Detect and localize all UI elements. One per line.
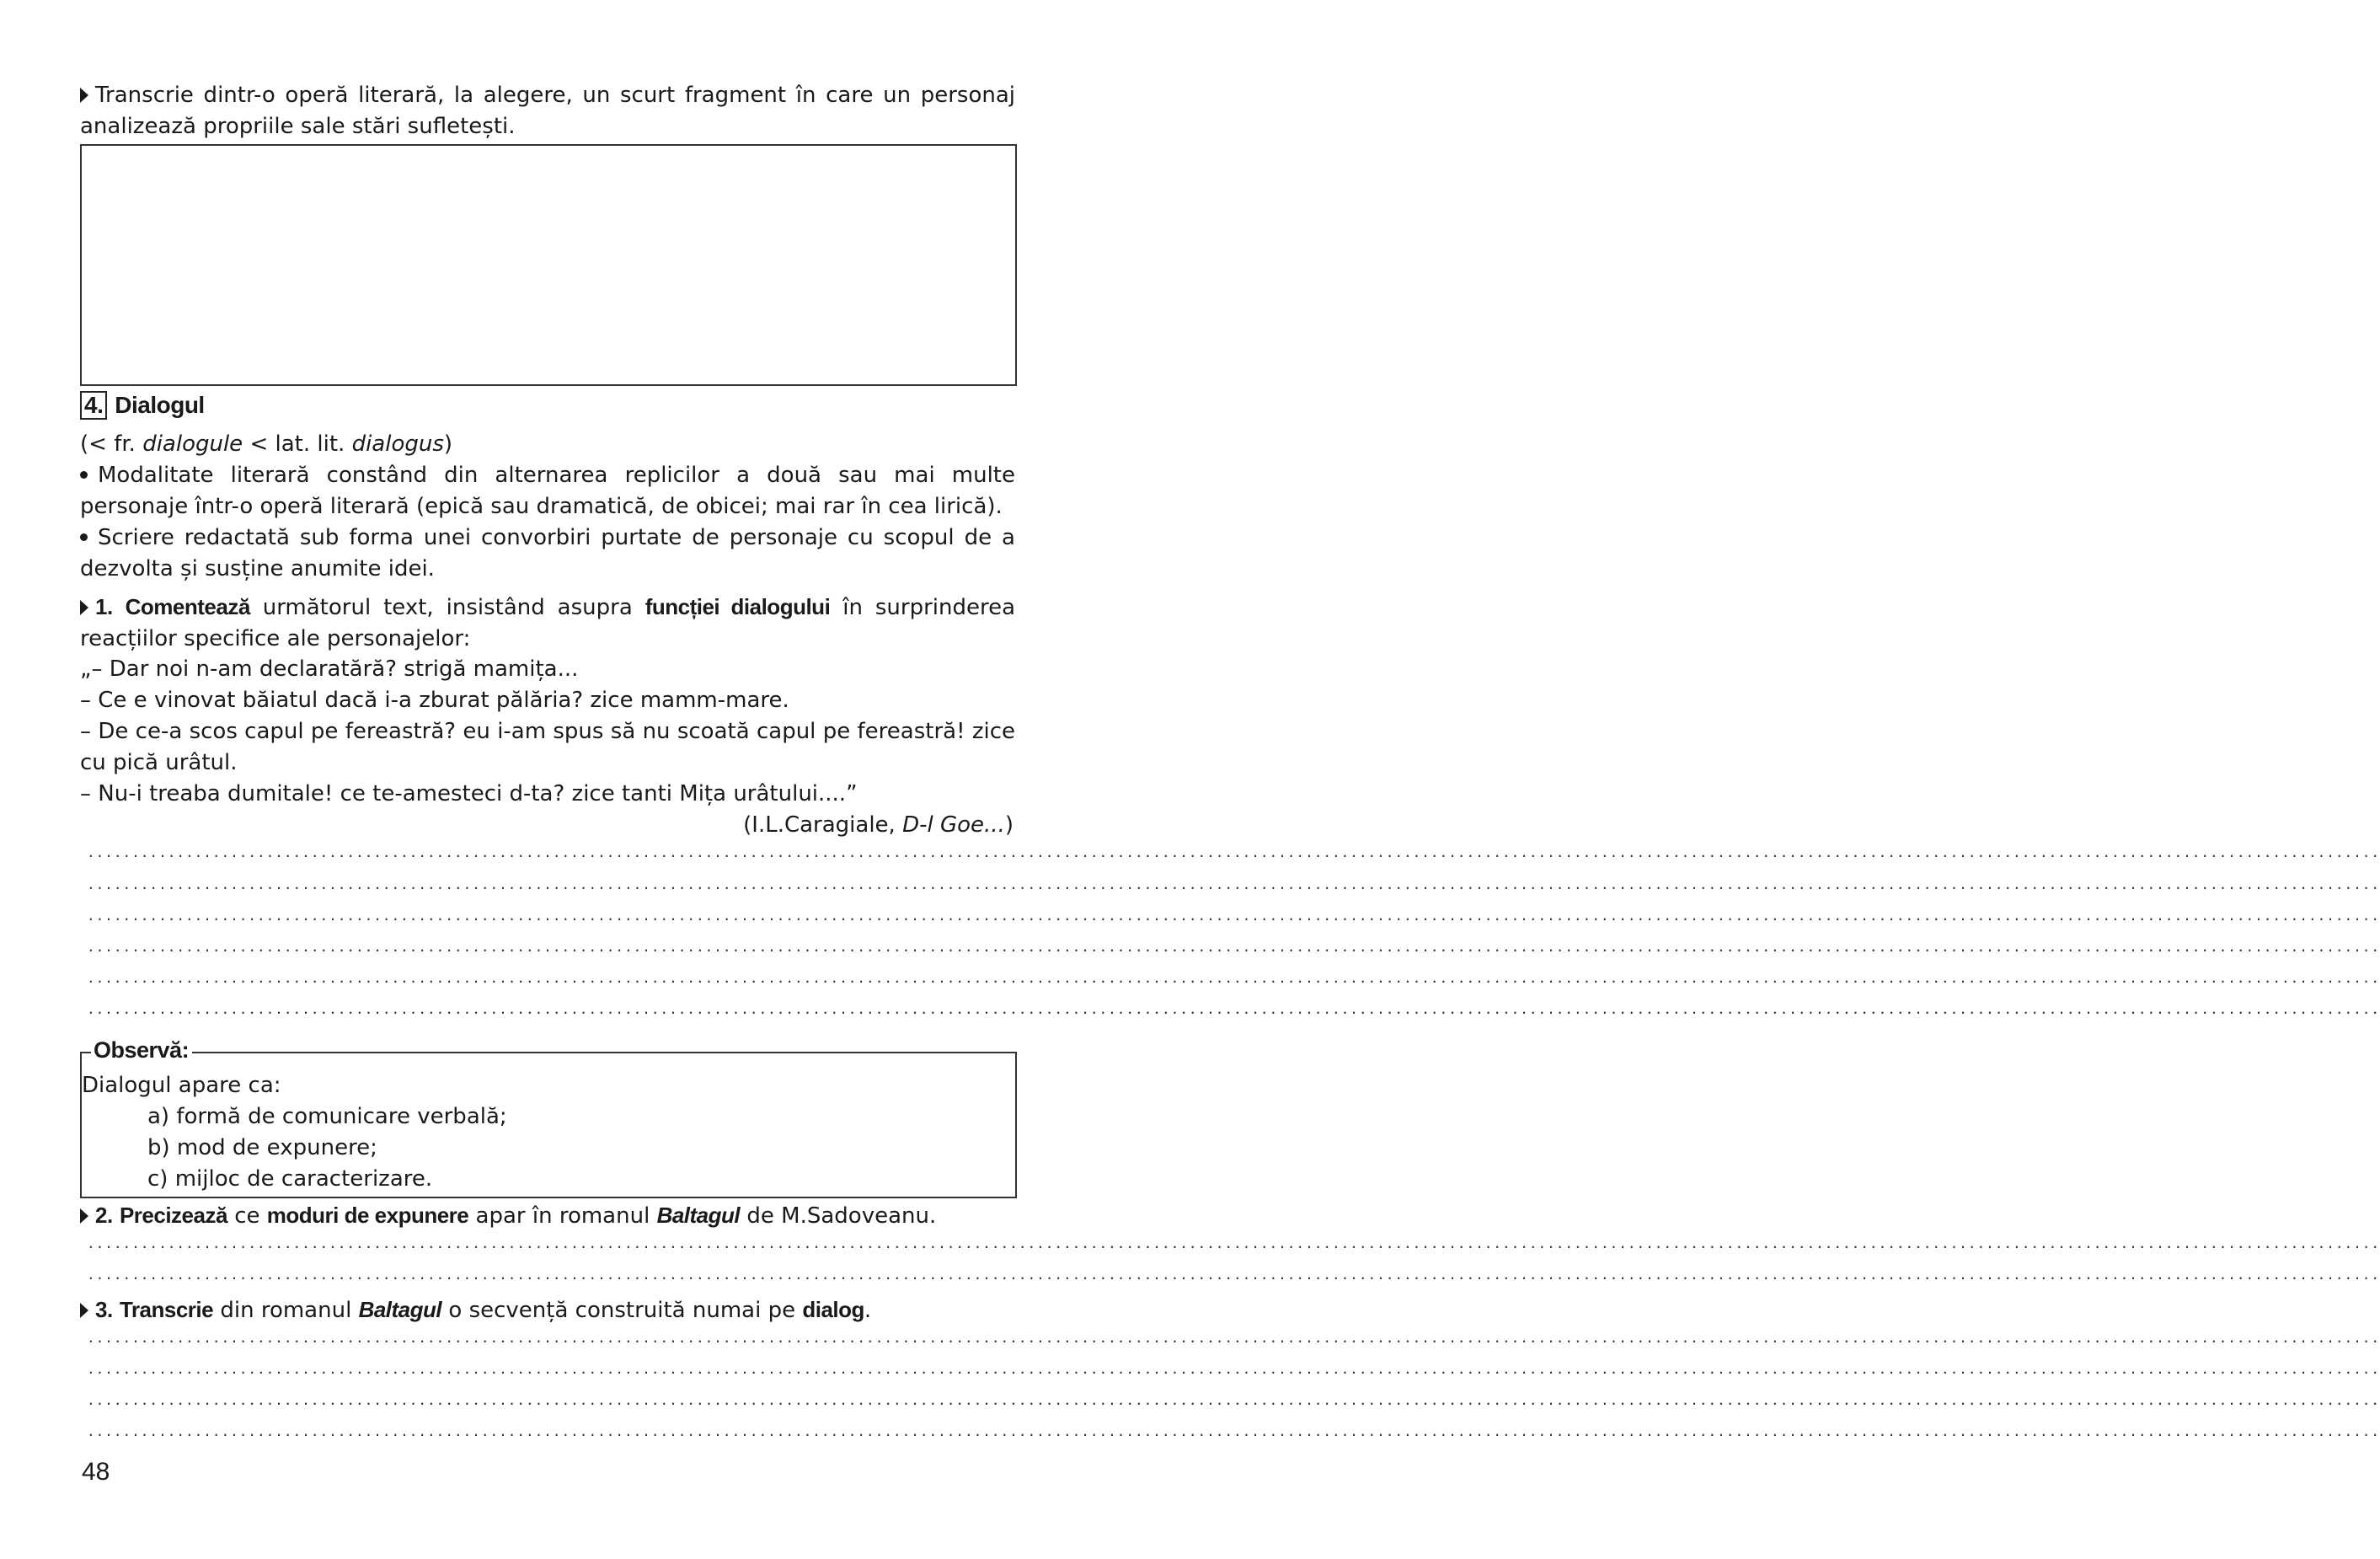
exercise-1-instruction: 1. Comentează următorul text, insistând asupra funcției dialogului în surprinderea reacțiilor specifice ale personajelor: [80,594,1016,651]
answer-box[interactable] [80,144,1017,386]
section-heading [80,390,205,421]
quote-line-4: – Nu-i treaba dumitale! ce te-amesteci d-ta? zice tanti Mița urâtului....” [80,781,858,806]
answer-line[interactable]: ................................................................................................................................................................................................................................................................ [87,844,2380,860]
quote-line-1: „– Dar noi n-am declaratără? strigă mamița... [80,656,579,682]
bullet-dot-icon [80,533,88,541]
answer-line[interactable]: ................................................................................................................................................................................................................................................................ [87,970,2380,986]
answer-line[interactable]: ................................................................................................................................................................................................................................................................ [87,939,2380,955]
section-title: Dialogul [115,392,205,418]
etymology: (< fr. dialogule < lat. lit. dialogus) [80,431,453,457]
answer-line[interactable]: ................................................................................................................................................................................................................................................................ [87,1361,2380,1377]
triangle-bullet-icon [80,88,88,103]
quote-source: (I.L.Caragiale, D-l Goe...) [743,812,1014,838]
answer-line[interactable]: ................................................................................................................................................................................................................................................................ [87,908,2380,924]
quote-line-2: – Ce e vinovat băiatul dacă i-a zburat pălăria? zice mamm-mare. [80,688,789,713]
definition-1: Modalitate literară constând din alternarea replicilor a două sau mai multe personaje într-o operă literară (epică sau dramatică, de obicei; mai rar în cea lirică). [80,463,1015,519]
bullet-dot-icon [80,471,88,479]
triangle-bullet-icon [80,1208,88,1224]
answer-line[interactable]: ................................................................................................................................................................................................................................................................ [87,1235,2380,1251]
triangle-bullet-icon [80,1303,88,1318]
answer-line[interactable]: ................................................................................................................................................................................................................................................................ [87,1423,2380,1439]
answer-line[interactable]: ................................................................................................................................................................................................................................................................ [87,1001,2380,1017]
page-number: 48 [82,1458,110,1486]
observe-label: Observă: [91,1036,192,1064]
intro-instruction: Transcrie dintr-o operă literară, la alegere, un scurt fragment în care un personaj analizează propriile sale stări sufletești. [80,83,1015,139]
section-number: 4. [80,391,107,420]
triangle-bullet-icon [80,600,88,615]
exercise-2-instruction: 2. Precizează ce moduri de expunere apar în romanul Baltagul de M.Sadoveanu. [80,1200,1015,1232]
observe-item-a: a) formă de comunicare verbală; [147,1104,507,1129]
answer-line[interactable]: ................................................................................................................................................................................................................................................................ [87,876,2380,892]
exercise-3-instruction: 3. Transcrie din romanul Baltagul o secvență construită numai pe dialog. [80,1294,1015,1326]
observe-item-b: b) mod de expunere; [147,1135,377,1160]
answer-line[interactable]: ................................................................................................................................................................................................................................................................ [87,1267,2380,1283]
observe-item-c: c) mijloc de caracterizare. [147,1166,433,1192]
answer-line[interactable]: ................................................................................................................................................................................................................................................................ [87,1330,2380,1346]
quote-line-3: – De ce-a scos capul pe fereastră? eu i-am spus să nu scoată capul pe fereastră! zice cu pică urâtul. [80,719,1015,775]
observe-lead: Dialogul apare ca: [82,1073,281,1098]
answer-line[interactable]: ................................................................................................................................................................................................................................................................ [87,1392,2380,1408]
definition-2: Scriere redactată sub forma unei convorbiri purtate de personaje cu scopul de a dezvolta și susține anumite idei. [80,525,1015,581]
